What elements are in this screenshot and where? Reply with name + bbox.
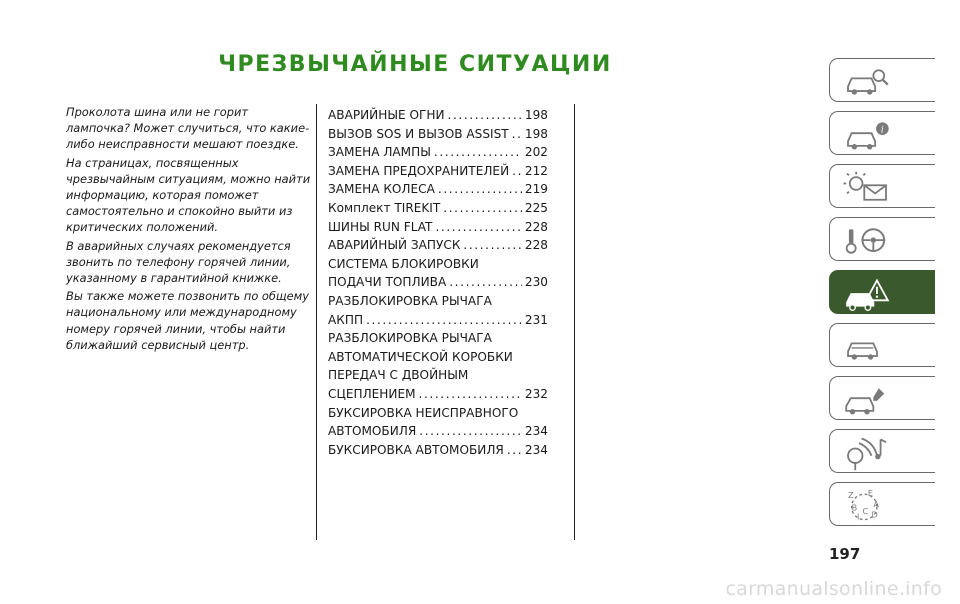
toc-entry-row [328, 106, 548, 125]
chapter-tab[interactable] [829, 58, 935, 102]
toc-dot-leader [419, 422, 522, 441]
toc-entry-label: АВАРИЙНЫЙ ЗАПУСК [328, 238, 461, 253]
watermark: carmanualsonline.info [725, 578, 942, 600]
toc-entry[interactable] [328, 106, 548, 125]
toc-entry-line: АВТОМАТИЧЕСКОЙ КОРОБКИ [328, 349, 513, 364]
toc-entry-row [328, 273, 548, 292]
alphabetical-index-icon [838, 487, 896, 525]
toc-entry[interactable] [328, 441, 548, 460]
toc-entry-label: ЗАМЕНА ПРЕДОХРАНИТЕЛЕЙ [328, 163, 510, 178]
toc-dot-leader [507, 441, 522, 460]
car-info-icon [838, 116, 896, 154]
toc-entry-page: 230 [524, 275, 548, 290]
toc-entry[interactable] [328, 180, 548, 199]
toc-entry-row [328, 218, 548, 237]
toc-entry-page: 232 [524, 386, 548, 401]
svg-text:D: D [871, 509, 878, 520]
toc-dot-leader [438, 180, 522, 199]
toc-entry[interactable] [328, 255, 548, 292]
toc-entry[interactable] [328, 292, 548, 329]
toc-entry-page: 212 [524, 163, 548, 178]
chapter-tab[interactable] [829, 323, 935, 367]
toc-entry[interactable] [328, 199, 548, 218]
chapter-tab[interactable] [829, 270, 935, 314]
toc-entry-label: АВТОМОБИЛЯ [328, 424, 417, 439]
toc-entry-row [328, 385, 548, 404]
toc-entry-row [328, 422, 548, 441]
toc-dot-leader [419, 385, 522, 404]
toc-entry-page: 198 [524, 126, 548, 141]
toc-dot-leader [435, 218, 521, 237]
toc-entry-label: БУКСИРОВКА АВТОМОБИЛЯ [328, 442, 504, 457]
svg-text:E: E [867, 488, 874, 499]
multimedia-icon [838, 434, 896, 472]
key-steering-wheel-icon [838, 222, 896, 260]
toc-entry[interactable] [328, 143, 548, 162]
sun-envelope-icon [838, 169, 896, 207]
toc-entry-label: ШИНЫ RUN FLAT [328, 219, 433, 234]
toc-entry[interactable] [328, 125, 548, 144]
chapter-tab[interactable] [829, 482, 935, 526]
toc-entry-label: ЗАМЕНА КОЛЕСА [328, 182, 435, 197]
toc-dot-leader [366, 311, 522, 330]
intro-paragraph: В аварийных случаях рекомендуется звонить по телефону горячей линии, указанному в гарантийной книжке. [66, 238, 291, 286]
toc-entry[interactable] [328, 162, 548, 181]
toc-entry-line: РАЗБЛОКИРОВКА РЫЧАГА [328, 293, 492, 308]
toc-entry-line: ПЕРЕДАЧ С ДВОЙНЫМ [328, 368, 469, 383]
svg-text:I: I [857, 511, 860, 522]
svg-text:A: A [873, 498, 879, 509]
toc-dot-leader [463, 236, 522, 255]
page-number: 197 [829, 545, 861, 563]
toc-dot-leader [449, 273, 522, 292]
toc-dot-leader [443, 199, 522, 218]
table-of-contents [328, 106, 548, 459]
chapter-tab[interactable] [829, 111, 935, 155]
svg-text:Z: Z [848, 489, 854, 500]
toc-entry-page: 231 [524, 312, 548, 327]
page-title: ЧРЕЗВЫЧАЙНЫЕ СИТУАЦИИ [218, 52, 612, 77]
chapter-tabs [829, 58, 935, 535]
toc-entry-row [328, 441, 548, 460]
svg-text:B: B [851, 502, 858, 513]
toc-entry-page: 219 [524, 182, 548, 197]
toc-entry-row [328, 162, 548, 181]
toc-entry-label: ПОДАЧИ ТОПЛИВА [328, 275, 447, 290]
toc-entry-label: Комплект TIREKIT [328, 200, 441, 215]
intro-paragraph: На страницах, посвященных чрезвычайным ситуациям, можно найти информацию, которая поможет самостоятельно и спокойно выйти из критических положений. [66, 155, 311, 235]
car-emergency-icon [838, 275, 896, 313]
toc-entry-label: СЦЕПЛЕНИЕМ [328, 386, 416, 401]
toc-entry-page: 198 [524, 108, 548, 122]
toc-entry-row [328, 180, 548, 199]
toc-entry-label: АВАРИЙНЫЕ ОГНИ [328, 108, 445, 122]
toc-entry-page: 202 [524, 145, 548, 160]
intro-paragraph: Вы также можете позвонить по общему национальному или международному номеру горячей линии, чтобы найти ближайший сервисный центр. [66, 289, 309, 352]
toc-entry-label: ВЫЗОВ SOS И ВЫЗОВ ASSIST [328, 126, 509, 141]
car-maintenance-icon [838, 381, 896, 419]
toc-dot-leader [512, 162, 522, 181]
toc-entry-label: ЗАМЕНА ЛАМПЫ [328, 145, 431, 160]
chapter-tab[interactable] [829, 217, 935, 261]
toc-dot-leader [512, 125, 522, 144]
svg-text:i: i [880, 125, 884, 136]
toc-entry-page: 228 [524, 219, 548, 234]
toc-entry-row [328, 236, 548, 255]
toc-entry[interactable] [328, 236, 548, 255]
toc-entry-page: 228 [524, 238, 548, 253]
toc-entry-row [328, 125, 548, 144]
column-divider [574, 104, 575, 540]
toc-entry-row [328, 199, 548, 218]
toc-dot-leader [448, 106, 522, 125]
chapter-tab[interactable] [829, 429, 935, 473]
column-divider [316, 104, 317, 540]
toc-entry-row [328, 143, 548, 162]
chapter-tab[interactable] [829, 164, 935, 208]
svg-text:C: C [862, 506, 869, 517]
car-service-icon [838, 328, 896, 366]
toc-entry[interactable] [328, 329, 548, 403]
toc-entry-page: 234 [524, 442, 548, 457]
intro-text [66, 104, 312, 355]
toc-entry[interactable] [328, 404, 548, 441]
toc-entry-line: СИСТЕМА БЛОКИРОВКИ [328, 256, 479, 271]
toc-entry-page: 234 [524, 424, 548, 439]
toc-entry-page: 225 [524, 200, 548, 215]
toc-entry-line: РАЗБЛОКИРОВКА РЫЧАГА [328, 331, 492, 346]
toc-dot-leader [434, 143, 522, 162]
chapter-tab[interactable] [829, 376, 935, 420]
car-search-icon [838, 63, 896, 101]
toc-entry-line: БУКСИРОВКА НЕИСПРАВНОГО [328, 405, 519, 420]
toc-entry-label: АКПП [328, 312, 364, 327]
toc-entry-row [328, 311, 548, 330]
intro-paragraph: Проколота шина или не горит лампочка? Может случиться, что какие-либо неисправности мешают поездке. [66, 105, 310, 152]
toc-entry[interactable] [328, 218, 548, 237]
